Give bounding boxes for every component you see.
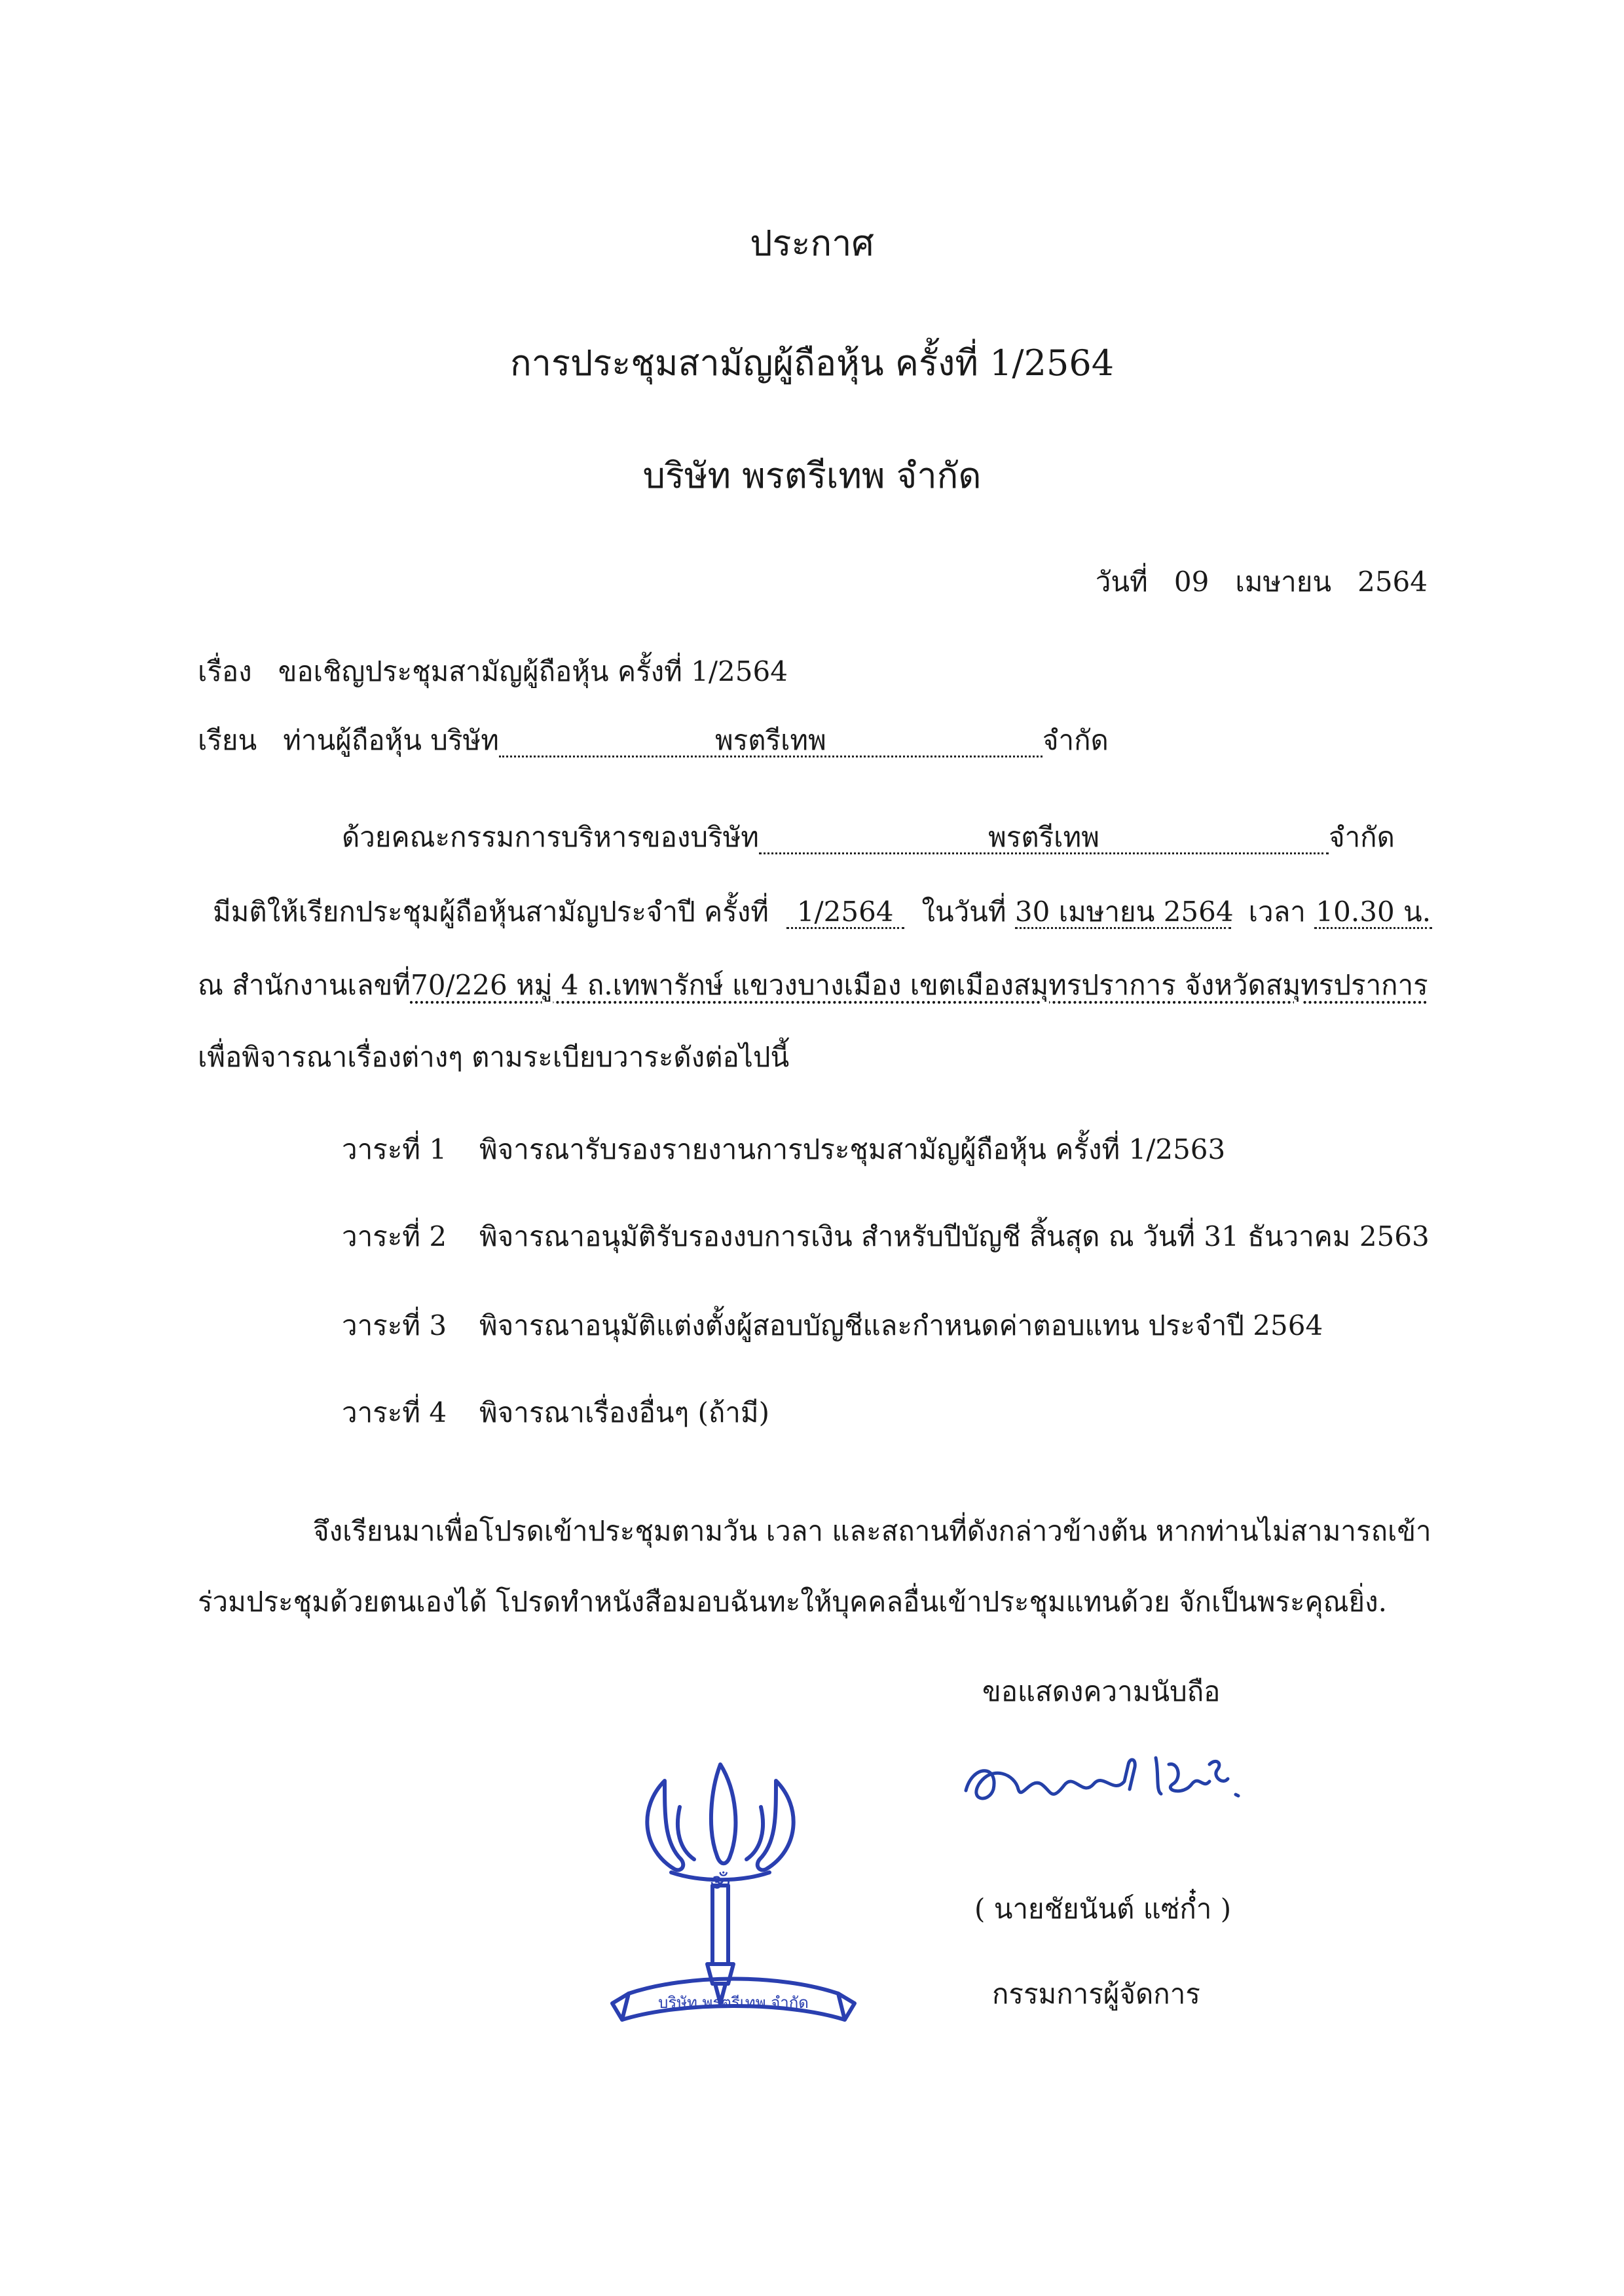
body-line1-prefix: ด้วยคณะกรรมการบริหารของบริษัท: [342, 821, 759, 853]
office-address: 70/226 หมู่ 4 ถ.เทพารักษ์ แขวงบางเมือง เขตเมืองสมุทรปราการ จังหวัดสมุทรปราการ: [410, 969, 1428, 1001]
meeting-number: 1/2564: [786, 898, 904, 929]
meeting-title: การประชุมสามัญผู้ถือหุ้น ครั้งที่ 1/2564: [509, 342, 1115, 384]
agenda-item: [342, 1396, 769, 1429]
agenda-label: วาระที่ 4: [342, 1396, 447, 1429]
closing-line-2: ร่วมประชุมด้วยตนเองได้ โปรดทำหนังสือมอบฉันทะให้บุคคลอื่นเข้าประชุมแทนด้วย จักเป็นพระคุณยิ่ง.: [198, 1586, 1388, 1618]
recipient-company: พรตรีเทพ: [499, 727, 1043, 757]
closing-line-1: จึงเรียนมาเพื่อโปรดเข้าประชุมตามวัน เวลา และสถานที่ดังกล่าวข้างต้น หากท่านไม่สามารถเข้า: [313, 1515, 1431, 1547]
body-company: พรตรีเทพ: [759, 824, 1329, 854]
meeting-date: 30 เมษายน 2564: [1014, 896, 1234, 928]
body-line1-suffix: จำกัด: [1328, 821, 1395, 853]
on-date-label: ในวันที่: [921, 896, 1006, 928]
agenda-label: วาระที่ 3: [342, 1309, 447, 1341]
signer-position: กรรมการผู้จัดการ: [992, 1978, 1200, 2010]
recipient-prefix: ท่านผู้ถือหุ้น บริษัท: [283, 724, 499, 756]
meeting-time: 10.30 น.: [1314, 898, 1432, 929]
recipient-suffix: จำกัด: [1042, 724, 1109, 756]
announcement-heading: ประกาศ: [750, 223, 874, 264]
body-line3-prefix: ณ สำนักงานเลขที่: [198, 969, 411, 1001]
body-line-4: เพื่อพิจารณาเรื่องต่างๆ ตามระเบียบวาระดังต่อไปนี้: [198, 1041, 790, 1073]
body-line-3: [198, 969, 1428, 1001]
body-line2-prefix: มีมติให้เรียกประชุมผู้ถือหุ้นสามัญประจำปี ครั้งที่: [213, 896, 769, 928]
subject-text: ขอเชิญประชุมสามัญผู้ถือหุ้น ครั้งที่ 1/2564: [278, 655, 788, 687]
body-line-1: [342, 821, 1395, 854]
date-day: 09: [1173, 566, 1209, 598]
agenda-label: วาระที่ 1: [342, 1133, 447, 1165]
body-line-2: [213, 898, 1432, 929]
regards: ขอแสดงความนับถือ: [982, 1675, 1221, 1707]
recipient-label: เรียน: [198, 724, 257, 756]
om-symbol: ॐ: [710, 1870, 731, 1896]
signature: [953, 1738, 1267, 1826]
date-month: เมษายน: [1235, 566, 1332, 598]
agenda-item: [342, 1220, 1430, 1252]
agenda-item: [342, 1309, 1323, 1341]
date-label: วันที่: [1095, 566, 1148, 598]
agenda-item: [342, 1133, 1226, 1165]
subject-line: [198, 655, 788, 687]
company-title: บริษัท พรตรีเทพ จำกัด: [642, 455, 982, 496]
document-date: [1096, 568, 1428, 596]
agenda-text: พิจารณาอนุมัติแต่งตั้งผู้สอบบัญชีและกำหนดค่าตอบแทน ประจำปี 2564: [479, 1309, 1323, 1341]
recipient-line: [198, 724, 1109, 757]
date-year: 2564: [1357, 566, 1428, 598]
seal-text: บริษัท พรตรีเทพ จำกัด: [658, 1994, 809, 2012]
time-label: เวลา: [1248, 896, 1306, 928]
agenda-label: วาระที่ 2: [342, 1220, 447, 1252]
signature-image: [953, 1738, 1267, 1823]
subject-label: เรื่อง: [198, 655, 252, 687]
company-seal: [602, 1745, 864, 2035]
agenda-text: พิจารณารับรองรายงานการประชุมสามัญผู้ถือหุ้น ครั้งที่ 1/2563: [479, 1133, 1226, 1165]
agenda-text: พิจารณาเรื่องอื่นๆ (ถ้ามี): [479, 1396, 769, 1429]
signer-name: ( นายชัยนันต์ แซ่ก๋ำ ): [974, 1893, 1232, 1925]
trident-logo: [602, 1745, 864, 2033]
agenda-text: พิจารณาอนุมัติรับรองงบการเงิน สำหรับปีบัญชี สิ้นสุด ณ วันที่ 31 ธันวาคม 2563: [479, 1220, 1430, 1252]
